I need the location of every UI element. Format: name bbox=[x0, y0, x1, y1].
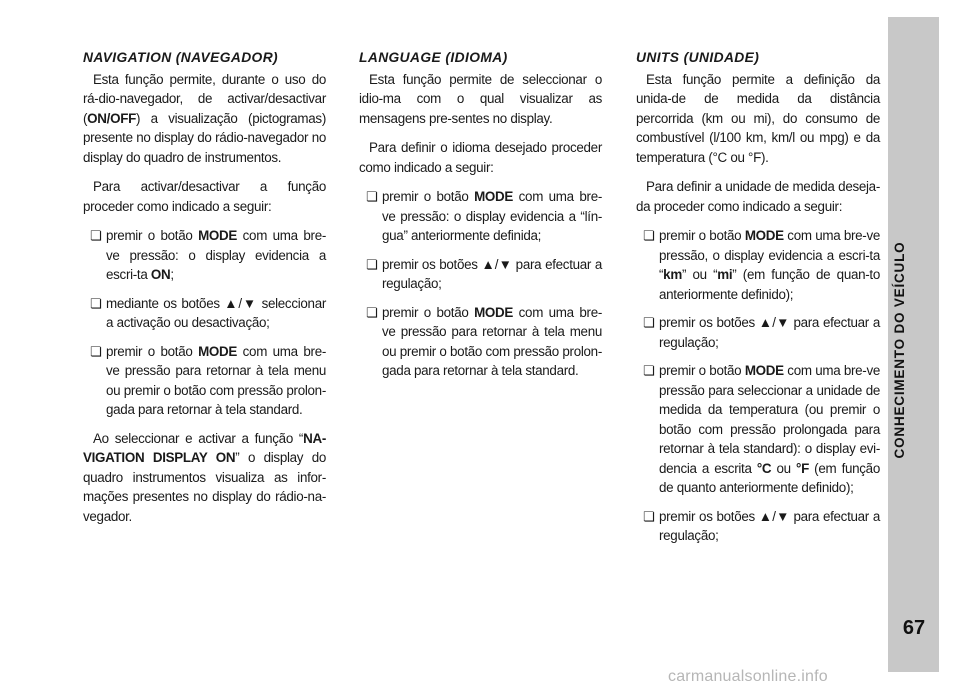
units-intro: Esta função permite a definição da unida-de de medida da distância percorrida (km ou mi), do consumo de combustível (l/100 km, km/l ou mpg) e da temperatura (°C ou °F). bbox=[636, 71, 880, 165]
language-heading: LANGUAGE (IDIOMA) bbox=[359, 50, 508, 65]
language-step-3: ❏ premir o botão MODE com uma bre-ve pressão para retornar à tela menu ou premir o botão com pressão prolon-gada para retornar à tela standard. bbox=[359, 303, 602, 381]
language-intro: Esta função permite de seleccionar o idio-ma com o qual visualizar as mensagens pre-sentes no display. bbox=[359, 71, 602, 126]
units-heading: UNITS (UNIDADE) bbox=[636, 50, 760, 65]
language-step-1: ❏ premir o botão MODE com uma bre-ve pressão: o display evidencia a “lín-gua” anteriormente definida; bbox=[359, 187, 602, 246]
navigation-step-1: ❏ premir o botão MODE com uma bre-ve pressão: o display evidencia a escri-ta ON; bbox=[83, 226, 326, 285]
language-step-2: ❏ premir os botões ▲/▼ para efectuar a regulação; bbox=[359, 255, 602, 294]
navigation-display-note: Ao seleccionar e activar a função “NA-VIGATION DISPLAY ON” o display do quadro instrumentos visualiza as infor-mações presentes no display do rádio-na-vegador. bbox=[83, 430, 326, 524]
page-number: 67 bbox=[902, 617, 926, 639]
units-step-3: ❏ premir o botão MODE com uma bre-ve pressão para seleccionar a unidade de medida da temperatura (ou premir o botão com pressão prolongada para retornar à tela standard): o display evi-dencia a escrita °C ou °F (em função de quanto anteriormente definido); bbox=[636, 361, 880, 498]
navigation-procedure-intro: Para activar/desactivar a função proceder como indicado a seguir: bbox=[83, 179, 326, 214]
units-step-4: ❏ premir os botões ▲/▼ para efectuar a regulação; bbox=[636, 507, 880, 546]
language-section bbox=[359, 48, 602, 390]
navigation-step-2: ❏ mediante os botões ▲/▼ seleccionar a activação ou desactivação; bbox=[83, 294, 326, 333]
navigation-intro: Esta função permite, durante o uso do rá-dio-navegador, de activar/desactivar (ON/OFF) a visualização (pictogramas) presente no display do rádio-navegador no display do quadro de instrumentos. bbox=[83, 71, 326, 165]
navigation-step-3: ❏ premir o botão MODE com uma bre-ve pressão para retornar à tela menu ou premir o botão com pressão prolon-gada para retornar à tela standard. bbox=[83, 342, 326, 420]
units-step-1: ❏ premir o botão MODE com uma bre-ve pressão, o display evidencia a escri-ta “km” ou “mi” (em função de quan-to anteriormente definido); bbox=[636, 226, 880, 304]
units-section bbox=[636, 48, 880, 555]
units-procedure-intro: Para definir a unidade de medida deseja-da proceder como indicado a seguir: bbox=[636, 179, 880, 214]
chapter-title: CONHECIMENTO DO VEÍCULO bbox=[892, 241, 907, 459]
watermark: carmanualsonline.info bbox=[668, 668, 828, 685]
language-procedure-intro: Para definir o idioma desejado proceder como indicado a seguir: bbox=[359, 140, 602, 175]
units-step-2: ❏ premir os botões ▲/▼ para efectuar a regulação; bbox=[636, 313, 880, 352]
navigation-section bbox=[83, 48, 326, 536]
navigation-heading: NAVIGATION (NAVEGADOR) bbox=[83, 50, 279, 65]
